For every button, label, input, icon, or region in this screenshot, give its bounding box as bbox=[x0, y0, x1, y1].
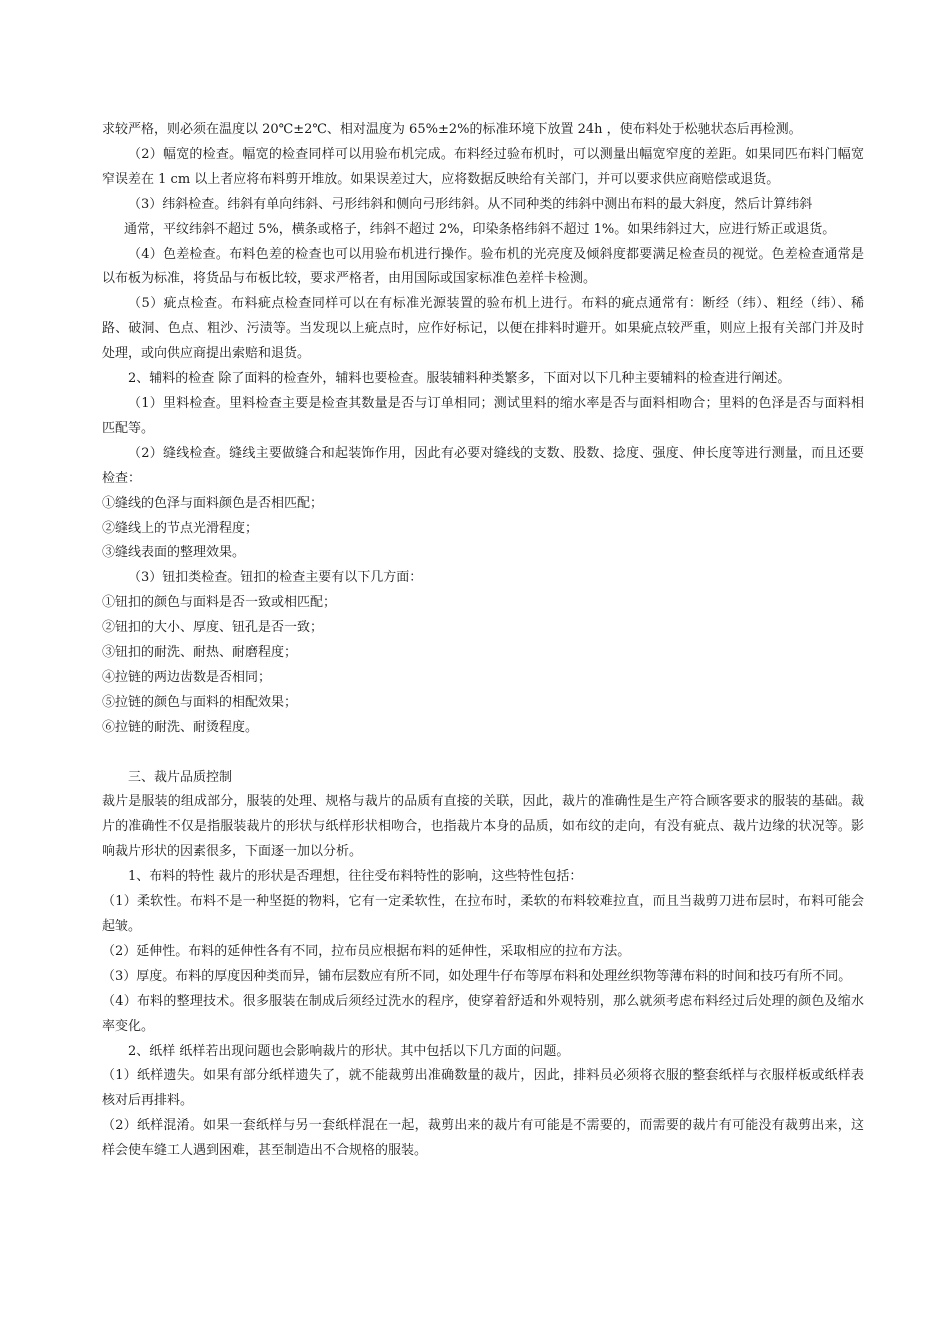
list-item-softness: （1）柔软性。布料不是一种坚挺的物料，它有一定柔软性，在拉布时，柔软的布料较难拉直，而且当裁剪刀进布层时，布料可能会起皱。 bbox=[102, 894, 864, 934]
list-item-button-6: ⑥拉链的耐洗、耐烫程度。 bbox=[102, 719, 259, 735]
paragraph-accessory-check: 2、辅料的检查 除了面料的检查外，辅料也要检查。服装辅料种类繁多，下面对以下几种主要辅料的检查进行阐述。 bbox=[128, 371, 791, 387]
list-item-thread-3: ③缝线表面的整理效果。 bbox=[102, 545, 246, 561]
list-item-pattern-lost: （1）纸样遗失。如果有部分纸样遗失了，就不能裁剪出准确数量的裁片，因此，排料员必须将衣服的整套纸样与衣服样板或纸样表核对后再排料。 bbox=[102, 1068, 864, 1109]
list-item-pattern-mixed: （2）纸样混淆。如果一套纸样与另一套纸样混在一起，裁剪出来的裁片有可能是不需要的，而需要的裁片有可能没有裁剪出来，这样会使车缝工人遇到困难，甚至制造出不合规格的服装。 bbox=[102, 1118, 864, 1159]
list-item-thickness: （3）厚度。布料的厚度因种类而异，铺布层数应有所不同，如处理牛仔布等厚布料和处理丝织物等薄布料的时间和技巧有所不同。 bbox=[102, 968, 852, 984]
list-item-button-5: ⑤拉链的颜色与面料的相配效果； bbox=[102, 694, 298, 710]
paragraph-width-check: （2）幅宽的检查。幅宽的检查同样可以用验布机完成。布料经过验布机时，可以测量出幅宽窄度的差距。如果同匹布料门幅宽窄误差在 1 cm 以上者应将布料剪开堆放。如果误差过大，应将数据反映给有关部门，并可以要求供应商赔偿或退货。 bbox=[102, 146, 864, 187]
paragraph-fabric-properties: 1、布料的特性 裁片的形状是否理想，往往受布料特性的影响，这些特性包括： bbox=[128, 869, 583, 885]
list-item-elasticity: （2）延伸性。布料的延伸性各有不同，拉布员应根据布料的延伸性，采取相应的拉布方法。 bbox=[102, 943, 631, 959]
list-item-thread-1: ①缝线的色泽与面料颜色是否相匹配； bbox=[102, 495, 324, 511]
paragraph-color-check: （4）色差检查。布料色差的检查也可以用验布机进行操作。验布机的光亮度及倾斜度都要满足检查员的视觉。色差检查通常是以布板为标准，将货品与布板比较，要求严格者，由用国际或国家标准色差样卡检测。 bbox=[102, 246, 864, 287]
paragraph-patterns: 2、纸样 纸样若出现问题也会影响裁片的形状。其中包括以下几方面的问题。 bbox=[128, 1043, 570, 1059]
paragraph-conditioning: 求较严格，则必须在温度以 20℃±2℃、相对温度为 65%±2%的标准环境下放置 24h ，使布料处于松驰状态后再检测。 bbox=[102, 122, 802, 137]
list-item-button-3: ③钮扣的耐洗、耐热、耐磨程度； bbox=[102, 645, 298, 661]
list-item-button-1: ①钮扣的颜色与面料是否一致或相匹配； bbox=[102, 595, 337, 611]
paragraph-skew-limits: 通常，平纹纬斜不超过 5%，横条或格子，纬斜不超过 2%，印染条格纬斜不超过 1%。如果纬斜过大，应进行矫正或退货。 bbox=[124, 221, 836, 237]
paragraph-defect-check: （5）疵点检查。布料疵点检查同样可以在有标准光源装置的验布机上进行。布料的疵点通常有：断经（纬）、粗经（纬）、稀路、破洞、色点、粗沙、污渍等。当发现以上疵点时，应作好标记，以便在排料时避开。如果疵点较严重，则应上报有关部门并及时处理，或向供应商提出索赔和退货。 bbox=[102, 296, 864, 362]
document-page bbox=[102, 118, 864, 1164]
paragraph-button-check: （3）钮扣类检查。钮扣的检查主要有以下几方面： bbox=[128, 570, 423, 586]
list-item-finishing: （4）布料的整理技术。很多服装在制成后须经过洗水的程序，使穿着舒适和外观特别，那么就须考虑布料经过后处理的颜色及缩水率变化。 bbox=[102, 993, 864, 1034]
paragraph-lining-check: （1）里料检查。里料检查主要是检查其数量是否与订单相同；测试里料的缩水率是否与面料相吻合；里料的色泽是否与面料相匹配等。 bbox=[102, 395, 864, 436]
section-gap bbox=[102, 741, 864, 766]
paragraph-cutting-intro: 裁片是服装的组成部分，服装的处理、规格与裁片的品质有直接的关联，因此，裁片的准确性是生产符合顾客要求的服装的基础。裁片的准确性不仅是指服装裁片的形状与纸样形状相吻合，也指裁片本身的品质，如布纹的走向，有没有疵点、裁片边缘的状况等。影响裁片形状的因素很多，下面逐一加以分析。 bbox=[102, 794, 864, 860]
list-item-button-2: ②钮扣的大小、厚度、钮孔是否一致； bbox=[102, 620, 324, 636]
paragraph-thread-check: （2）缝线检查。缝线主要做缝合和起装饰作用，因此有必要对缝线的支数、股数、捻度、强度、伸长度等进行测量，而且还要检查： bbox=[102, 445, 864, 486]
list-item-button-4: ④拉链的两边齿数是否相同； bbox=[102, 669, 272, 685]
list-item-thread-2: ②缝线上的节点光滑程度； bbox=[102, 520, 259, 536]
section-heading-cutting-quality: 三、裁片品质控制 bbox=[128, 769, 233, 785]
paragraph-skew-check: （3）纬斜检查。纬斜有单向纬斜、弓形纬斜和侧向弓形纬斜。从不同种类的纬斜中测出布料的最大斜度，然后计算纬斜 bbox=[128, 196, 813, 212]
